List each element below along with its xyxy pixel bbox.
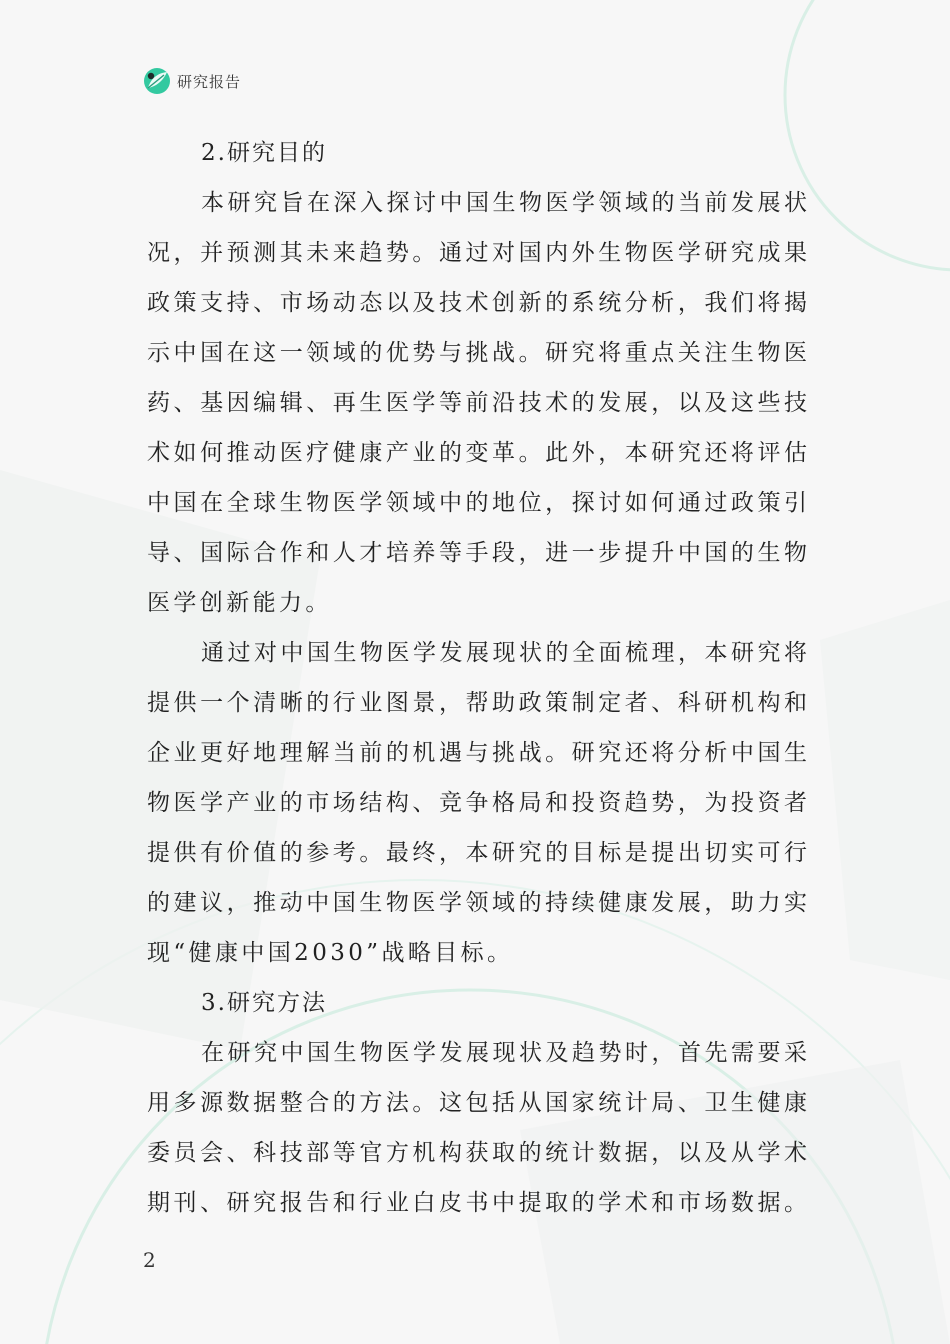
text-line: 提供一个清晰的行业图景，帮助政策制定者、科研机构和 <box>147 690 807 716</box>
text-line: 药、基因编辑、再生医学等前沿技术的发展，以及这些技 <box>147 390 807 416</box>
text-line: 本研究旨在深入探讨中国生物医学领域的当前发展状 <box>201 190 807 216</box>
text-line: 企业更好地理解当前的机遇与挑战。研究还将分析中国生 <box>147 740 807 766</box>
text-line: 医学创新能力。 <box>147 590 332 616</box>
text-line: 提供有价值的参考。最终，本研究的目标是提出切实可行 <box>147 840 807 866</box>
header-title: 研究报告 <box>177 72 242 91</box>
text-line: 术如何推动医疗健康产业的变革。此外，本研究还将评估 <box>147 440 807 466</box>
page-header <box>143 66 241 96</box>
page-number: 2 <box>143 1248 156 1272</box>
section-heading: 2.研究目的 <box>201 140 327 166</box>
text-line: 政策支持、市场动态以及技术创新的系统分析，我们将揭 <box>147 290 807 316</box>
text-line: 示中国在这一领域的优势与挑战。研究将重点关注生物医 <box>147 340 807 366</box>
text-line: 况，并预测其未来趋势。通过对国内外生物医学研究成果 <box>147 240 807 266</box>
paragraph <box>147 178 807 628</box>
text-line: 现“健康中国2030”战略目标。 <box>147 940 514 966</box>
text-line: 导、国际合作和人才培养等手段，进一步提升中国的生物 <box>147 540 807 566</box>
paragraph <box>147 628 807 978</box>
text-line: 通过对中国生物医学发展现状的全面梳理，本研究将 <box>201 640 807 666</box>
leaf-globe-icon <box>143 67 171 95</box>
text-line: 期刊、研究报告和行业白皮书中提取的学术和市场数据。 <box>147 1190 807 1216</box>
text-line: 物医学产业的市场结构、竞争格局和投资趋势，为投资者 <box>147 790 807 816</box>
section-heading: 3.研究方法 <box>201 990 327 1016</box>
text-line: 的建议，推动中国生物医学领域的持续健康发展，助力实 <box>147 890 807 916</box>
paragraph <box>147 1028 807 1228</box>
text-line: 在研究中国生物医学发展现状及趋势时，首先需要采 <box>201 1040 807 1066</box>
text-line: 用多源数据整合的方法。这包括从国家统计局、卫生健康 <box>147 1090 807 1116</box>
text-line: 委员会、科技部等官方机构获取的统计数据，以及从学术 <box>147 1140 807 1166</box>
document-body <box>147 128 807 1228</box>
text-line: 中国在全球生物医学领域中的地位，探讨如何通过政策引 <box>147 490 807 516</box>
